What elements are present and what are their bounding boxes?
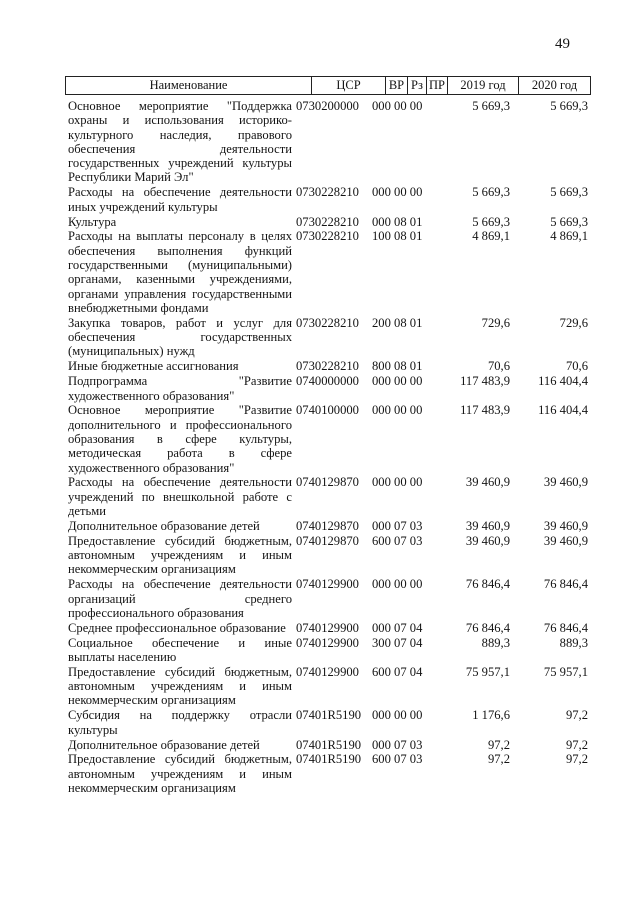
row-csr: 0730228210 (296, 214, 359, 229)
table-row (68, 185, 588, 214)
row-name: Подпрограмма "Развитие художественного образования" (68, 374, 292, 403)
row-csr: 0730228210 (296, 315, 359, 330)
row-2020: 5 669,3 (550, 99, 588, 113)
row-codes: 000 00 00 (372, 374, 423, 389)
table-row (68, 215, 588, 229)
row-name: Среднее профессиональное образование (68, 620, 286, 635)
row-2020: 76 846,4 (543, 577, 588, 592)
row-csr: 0740129900 (296, 577, 359, 592)
header-csr: ЦСР (336, 78, 361, 92)
row-2020: 39 460,9 (543, 533, 588, 548)
row-codes: 000 07 03 (372, 518, 423, 533)
row-codes: 000 07 04 (372, 620, 423, 635)
table-header (65, 76, 591, 95)
row-name: Расходы на обеспечение деятельности иных учреждений культуры (68, 185, 292, 214)
row-2019: 39 460,9 (465, 475, 510, 490)
row-codes: 600 07 03 (372, 533, 423, 548)
row-csr: 0740129900 (296, 664, 359, 679)
row-2019: 5 669,3 (472, 214, 510, 229)
row-2019: 39 460,9 (465, 533, 510, 548)
row-name: Социальное обеспечение и иные выплаты населению (68, 635, 292, 664)
row-codes: 000 08 01 (372, 214, 423, 229)
row-codes: 000 00 00 (372, 475, 423, 490)
row-2020: 116 404,4 (538, 403, 588, 418)
row-csr: 0740129900 (296, 620, 359, 635)
row-codes: 600 07 03 (372, 752, 423, 767)
row-csr: 0730200000 (296, 99, 359, 113)
row-codes: 100 08 01 (372, 229, 423, 244)
row-2020: 5 669,3 (550, 185, 588, 200)
row-csr: 0740129870 (296, 518, 359, 533)
row-codes: 600 07 04 (372, 664, 423, 679)
table-row (68, 738, 588, 752)
row-codes: 000 00 00 (372, 403, 423, 418)
row-2020: 729,6 (559, 315, 588, 330)
table-row (68, 359, 588, 373)
row-2019: 117 483,9 (460, 403, 510, 418)
table-row (68, 229, 588, 315)
row-2019: 97,2 (487, 752, 510, 767)
row-2020: 97,2 (565, 737, 588, 752)
row-csr: 0730228210 (296, 229, 359, 244)
table-row (68, 621, 588, 635)
row-csr: 0730228210 (296, 359, 359, 374)
row-csr: 0740000000 (296, 374, 359, 389)
row-name: Предоставление субсидий бюджетным, автономным учреждениям и иным некоммерческим организациям (68, 533, 292, 577)
row-2020: 39 460,9 (543, 518, 588, 533)
row-2020: 116 404,4 (538, 374, 588, 389)
row-2019: 75 957,1 (465, 664, 510, 679)
row-2020: 97,2 (565, 708, 588, 723)
row-2019: 889,3 (481, 635, 510, 650)
header-rz: Рз (411, 78, 423, 92)
row-2019: 729,6 (481, 315, 510, 330)
row-2019: 97,2 (487, 737, 510, 752)
row-2020: 39 460,9 (543, 475, 588, 490)
row-2020: 76 846,4 (543, 620, 588, 635)
table-row (68, 636, 588, 665)
row-2020: 4 869,1 (550, 229, 588, 244)
table-row (68, 665, 588, 708)
row-codes: 000 00 00 (372, 708, 423, 723)
row-codes: 000 07 03 (372, 737, 423, 752)
row-2019: 76 846,4 (465, 620, 510, 635)
row-csr: 07401R5190 (296, 752, 362, 767)
table-body (68, 99, 588, 796)
header-name: Наименование (149, 78, 228, 92)
table-row (68, 708, 588, 737)
row-2019: 39 460,9 (465, 518, 510, 533)
row-2020: 75 957,1 (543, 664, 588, 679)
table-row (68, 752, 588, 795)
row-csr: 07401R5190 (296, 737, 362, 752)
row-codes: 000 00 00 (372, 185, 423, 200)
row-name: Предоставление субсидий бюджетным, автономным учреждениям и иным некоммерческим организациям (68, 752, 292, 796)
row-csr: 0740129870 (296, 475, 359, 490)
row-codes: 800 08 01 (372, 359, 423, 374)
header-vr: ВР (388, 78, 405, 92)
row-name: Предоставление субсидий бюджетным, автономным учреждениям и иным некоммерческим организациям (68, 664, 292, 708)
page-number: 49 (555, 36, 570, 52)
header-2020: 2020 год (531, 78, 578, 92)
row-2020: 70,6 (565, 359, 588, 374)
row-name: Дополнительное образование детей (68, 737, 260, 752)
row-2019: 5 669,3 (472, 185, 510, 200)
table-row (68, 577, 588, 620)
row-codes: 300 07 04 (372, 635, 423, 650)
row-2020: 97,2 (565, 752, 588, 767)
table-row (68, 316, 588, 359)
row-name: Субсидия на поддержку отрасли культуры (68, 708, 292, 737)
row-name: Расходы на обеспечение деятельности организаций среднего профессионального образования (68, 577, 292, 620)
row-2019: 76 846,4 (465, 577, 510, 592)
table-row (68, 99, 588, 185)
row-csr: 0730228210 (296, 185, 359, 200)
table-row (68, 519, 588, 533)
row-codes: 200 08 01 (372, 315, 423, 330)
row-2019: 4 869,1 (472, 229, 510, 244)
table-row (68, 403, 588, 474)
row-2020: 5 669,3 (550, 214, 588, 229)
row-name: Расходы на выплаты персоналу в целях обеспечения выполнения функций государственными (муниципальными) органами, казенными учреждениями, органами управления государственными внебюджетными фондами (68, 229, 292, 315)
row-name: Основное мероприятие "Поддержка охраны и использования историко-культурного наследия, правового обеспечения деятельности государственных учреждений культуры Республики Марий Эл" (68, 99, 292, 185)
row-csr: 07401R5190 (296, 708, 362, 723)
row-2019: 5 669,3 (472, 99, 510, 113)
row-name: Закупка товаров, работ и услуг для обеспечения государственных (муниципальных) нужд (68, 315, 292, 359)
row-name: Иные бюджетные ассигнования (68, 359, 239, 374)
row-2019: 117 483,9 (460, 374, 510, 389)
row-name: Основное мероприятие "Развитие дополнительного и профессионального образования в сфере культуры, методическая работа в сфере художественного образования" (68, 403, 292, 475)
row-csr: 0740100000 (296, 403, 359, 418)
table-row (68, 534, 588, 577)
table-row (68, 374, 588, 403)
header-2019: 2019 год (460, 78, 506, 92)
row-codes: 000 00 00 (372, 577, 423, 592)
row-name: Культура (68, 214, 117, 229)
row-codes: 000 00 00 (372, 99, 423, 113)
row-name: Дополнительное образование детей (68, 518, 260, 533)
row-2019: 70,6 (487, 359, 510, 374)
table-row (68, 475, 588, 518)
row-2020: 889,3 (559, 635, 588, 650)
header-pr: ПР (429, 78, 445, 92)
row-name: Расходы на обеспечение деятельности учреждений по внешкольной работе с детьми (68, 475, 292, 519)
row-csr: 0740129870 (296, 533, 359, 548)
row-csr: 0740129900 (296, 635, 359, 650)
row-2019: 1 176,6 (472, 708, 510, 723)
